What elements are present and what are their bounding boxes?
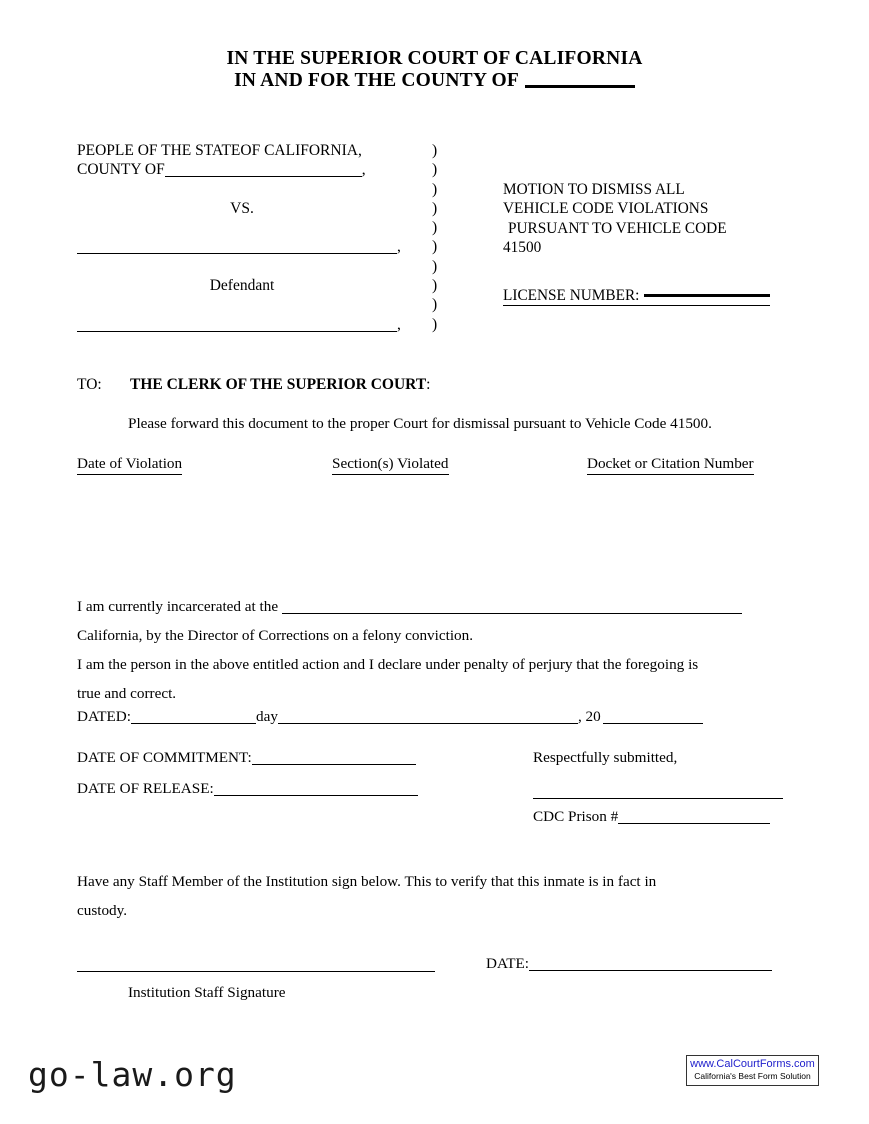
paren-4: ) <box>432 199 438 217</box>
forward-instruction: Please forward this document to the proper Court for dismissal pursuant to Vehicle Code 41500. <box>128 415 712 432</box>
date-of-release-label: DATE OF RELEASE: <box>77 780 214 797</box>
vs-label: VS. <box>230 199 254 217</box>
defendant-name-comma-2: , <box>397 315 401 333</box>
motion-line-4: 41500 <box>503 238 542 256</box>
defendant-name-line <box>77 237 407 256</box>
paren-6: ) <box>432 238 438 256</box>
column-header-docket-number: Docket or Citation Number <box>587 455 754 475</box>
plaintiff-line-1: PEOPLE OF THE STATEOF CALIFORNIA, <box>77 142 362 159</box>
caption-spacer-4 <box>77 295 407 314</box>
title-line-2-text: IN AND FOR THE COUNTY OF <box>234 70 519 91</box>
caption-spacer-1 <box>77 180 407 199</box>
cdc-prison-label: CDC Prison # <box>533 808 619 825</box>
year-prefix: , 20 <box>577 708 601 725</box>
dated-day-blank[interactable] <box>131 723 256 724</box>
document-title <box>0 48 869 92</box>
date-of-commitment-row <box>77 749 416 767</box>
dated-row <box>77 708 703 726</box>
paren-8: ) <box>432 277 438 295</box>
day-label: day <box>256 708 278 725</box>
staff-date-row <box>486 955 772 973</box>
motion-line-1: MOTION TO DISMISS ALL <box>503 181 685 198</box>
defendant-name-comma: , <box>397 238 401 256</box>
dated-month-blank[interactable] <box>278 723 578 724</box>
institution-staff-signature-label: Institution Staff Signature <box>128 984 286 1001</box>
paren-10: ) <box>432 315 438 333</box>
calcourtforms-url[interactable]: www.CalCourtForms.com <box>690 1058 815 1070</box>
motion-line-2: VEHICLE CODE VIOLATIONS <box>503 200 709 218</box>
motion-title-block <box>503 180 793 306</box>
dated-year-blank[interactable] <box>603 723 703 724</box>
title-line-1: IN THE SUPERIOR COURT OF CALIFORNIA <box>226 48 643 69</box>
dated-label: DATED: <box>77 708 131 725</box>
watermark-go-law: go-law.org <box>28 1055 237 1094</box>
true-and-correct-line: true and correct. <box>77 685 177 702</box>
staff-date-label: DATE: <box>486 955 530 972</box>
defendant-name-blank[interactable] <box>77 253 397 254</box>
plaintiff-county-blank[interactable] <box>165 176 362 177</box>
date-of-commitment-label: DATE OF COMMITMENT: <box>77 749 252 766</box>
date-of-release-blank[interactable] <box>214 795 418 796</box>
county-blank[interactable] <box>525 85 635 88</box>
plaintiff-line-2 <box>77 160 407 179</box>
to-label: TO: <box>77 376 102 393</box>
calcourtforms-stamp[interactable] <box>686 1055 819 1086</box>
plaintiff-county-label: COUNTY OF <box>77 161 165 179</box>
perjury-line: I am the person in the above entitled action and I declare under penalty of perjury that the foregoing is <box>77 656 699 673</box>
motion-line-3: PURSUANT TO VEHICLE CODE <box>508 219 727 237</box>
title-line-2 <box>0 70 869 92</box>
plaintiff-county-comma: , <box>361 161 366 179</box>
license-number-row <box>503 286 770 306</box>
caption-parties <box>77 141 407 334</box>
license-number-blank[interactable] <box>644 294 770 297</box>
staff-date-blank[interactable] <box>529 970 772 971</box>
paren-5: ) <box>432 219 438 237</box>
paren-1: ) <box>432 142 438 159</box>
incarceration-prefix: I am currently incarcerated at the <box>77 598 279 615</box>
license-number-label: LICENSE NUMBER: <box>503 287 640 305</box>
institution-staff-signature-blank[interactable] <box>77 955 435 972</box>
declarant-signature-blank[interactable] <box>533 783 783 799</box>
paren-3: ) <box>432 180 438 198</box>
calcourtforms-tagline: California's Best Form Solution <box>694 1071 811 1081</box>
to-clerk-row <box>77 376 430 394</box>
cdc-prison-row <box>533 808 770 826</box>
defendant-name-line-2 <box>77 315 407 334</box>
defendant-label: Defendant <box>209 277 275 295</box>
date-of-commitment-blank[interactable] <box>252 764 416 765</box>
defendant-name-blank-2[interactable] <box>77 331 397 332</box>
paren-2: ) <box>432 161 438 179</box>
to-colon: : <box>426 376 431 393</box>
to-recipient: THE CLERK OF THE SUPERIOR COURT <box>130 376 427 393</box>
column-header-sections-violated: Section(s) Violated <box>332 455 449 475</box>
caption-paren-column <box>432 141 437 334</box>
caption-spacer-2 <box>77 218 407 237</box>
cdc-prison-blank[interactable] <box>618 823 770 824</box>
respectfully-submitted-label: Respectfully submitted, <box>533 749 678 766</box>
incarceration-location-blank[interactable] <box>282 613 742 614</box>
paren-7: ) <box>432 257 438 275</box>
staff-note-line-2: custody. <box>77 902 128 919</box>
caption-spacer-3 <box>77 257 407 276</box>
incarceration-line <box>77 592 742 621</box>
column-header-date-of-violation: Date of Violation <box>77 455 182 475</box>
staff-note-line-1: Have any Staff Member of the Institution sign below. This to verify that this inmate is in fact in <box>77 873 657 890</box>
date-of-release-row <box>77 780 418 798</box>
paren-9: ) <box>432 296 438 314</box>
california-line: California, by the Director of Corrections on a felony conviction. <box>77 627 474 644</box>
